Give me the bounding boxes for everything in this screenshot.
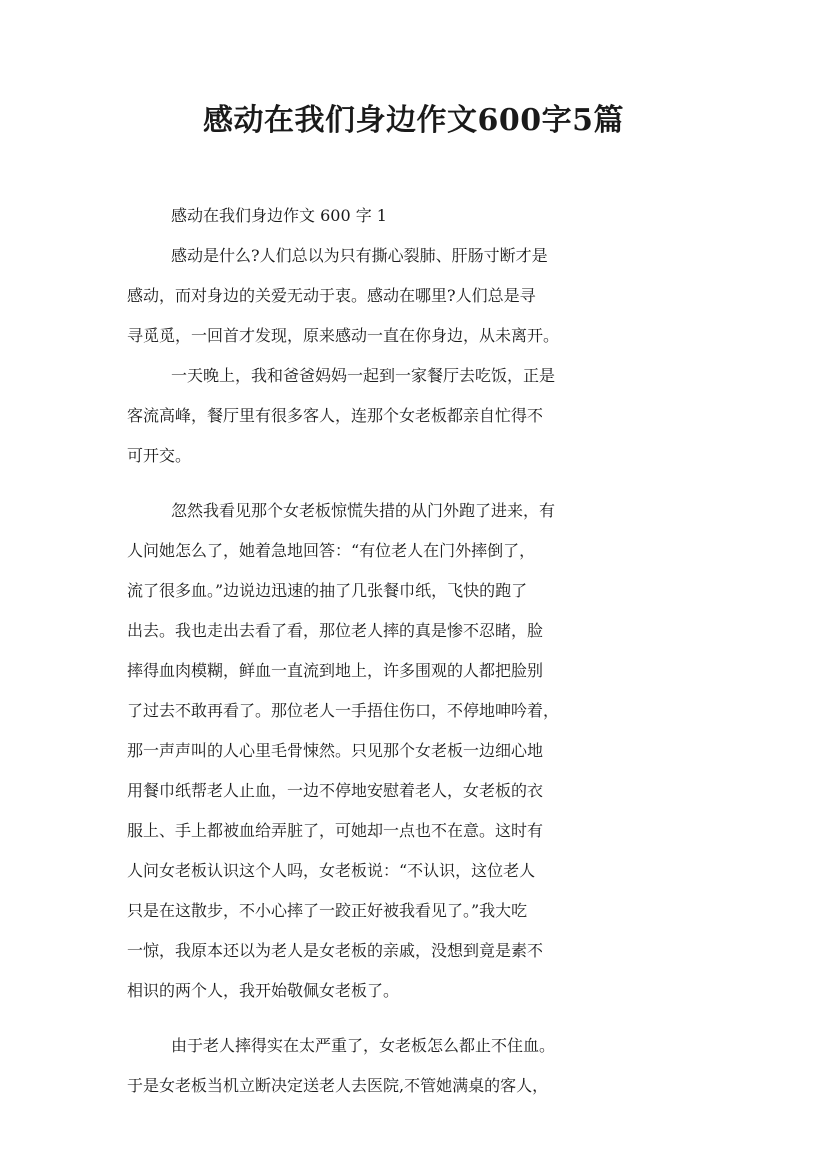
text-line: 用餐巾纸帮老人止血，一边不停地安慰着老人，女老板的衣: [127, 781, 544, 800]
text-line: 只是在这散步，不小心摔了一跤正好被我看见了。”我大吃: [127, 901, 528, 920]
text-line: 客流高峰，餐厅里有很多客人，连那个女老板都亲自忙得不: [127, 406, 544, 425]
text-line: 相识的两个人，我开始敬佩女老板了。: [127, 981, 400, 1000]
text-line: 于是女老板当机立断决定送老人去医院,不管她满桌的客人，: [127, 1076, 549, 1095]
text-line: 人问女老板认识这个人吗，女老板说：“不认识，这位老人: [127, 861, 536, 880]
text-line: 了过去不敢再看了。那位老人一手捂住伤口，不停地呻吟着，: [127, 701, 560, 720]
text-line: 寻觅觅，一回首才发现，原来感动一直在你身边，从未离开。: [127, 326, 560, 345]
text-line: 摔得血肉模糊，鲜血一直流到地上，许多围观的人都把脸别: [127, 661, 544, 680]
text-line: 一惊，我原本还以为老人是女老板的亲戚，没想到竟是素不: [127, 941, 544, 960]
text-line: 感动在我们身边作文 600 字 1: [171, 206, 387, 225]
text-line: 出去。我也走出去看了看，那位老人摔的真是惨不忍睹，脸: [127, 621, 544, 640]
text-line: 忽然我看见那个女老板惊慌失措的从门外跑了进来，有: [171, 501, 556, 520]
document-body: [127, 196, 702, 1106]
text-line: 由于老人摔得实在太严重了，女老板怎么都止不住血。: [171, 1036, 556, 1055]
text-line: 服上、手上都被血给弄脏了，可她却一点也不在意。这时有: [127, 821, 544, 840]
text-line: 可开交。: [127, 446, 192, 465]
text-line: 感动是什么?人们总以为只有撕心裂肺、肝肠寸断才是: [171, 246, 548, 265]
text-line: 人问她怎么了，她着急地回答：“有位老人在门外摔倒了，: [127, 541, 536, 560]
text-line: 一天晚上，我和爸爸妈妈一起到一家餐厅去吃饭，正是: [171, 366, 556, 385]
text-line: 那一声声叫的人心里毛骨悚然。只见那个女老板一边细心地: [127, 741, 544, 760]
text-line: 感动，而对身边的关爱无动于衷。感动在哪里?人们总是寻: [127, 286, 536, 305]
text-line: 流了很多血。”边说边迅速的抽了几张餐巾纸，飞快的跑了: [127, 581, 528, 600]
document-title: 感动在我们身边作文600字5篇: [203, 103, 624, 138]
